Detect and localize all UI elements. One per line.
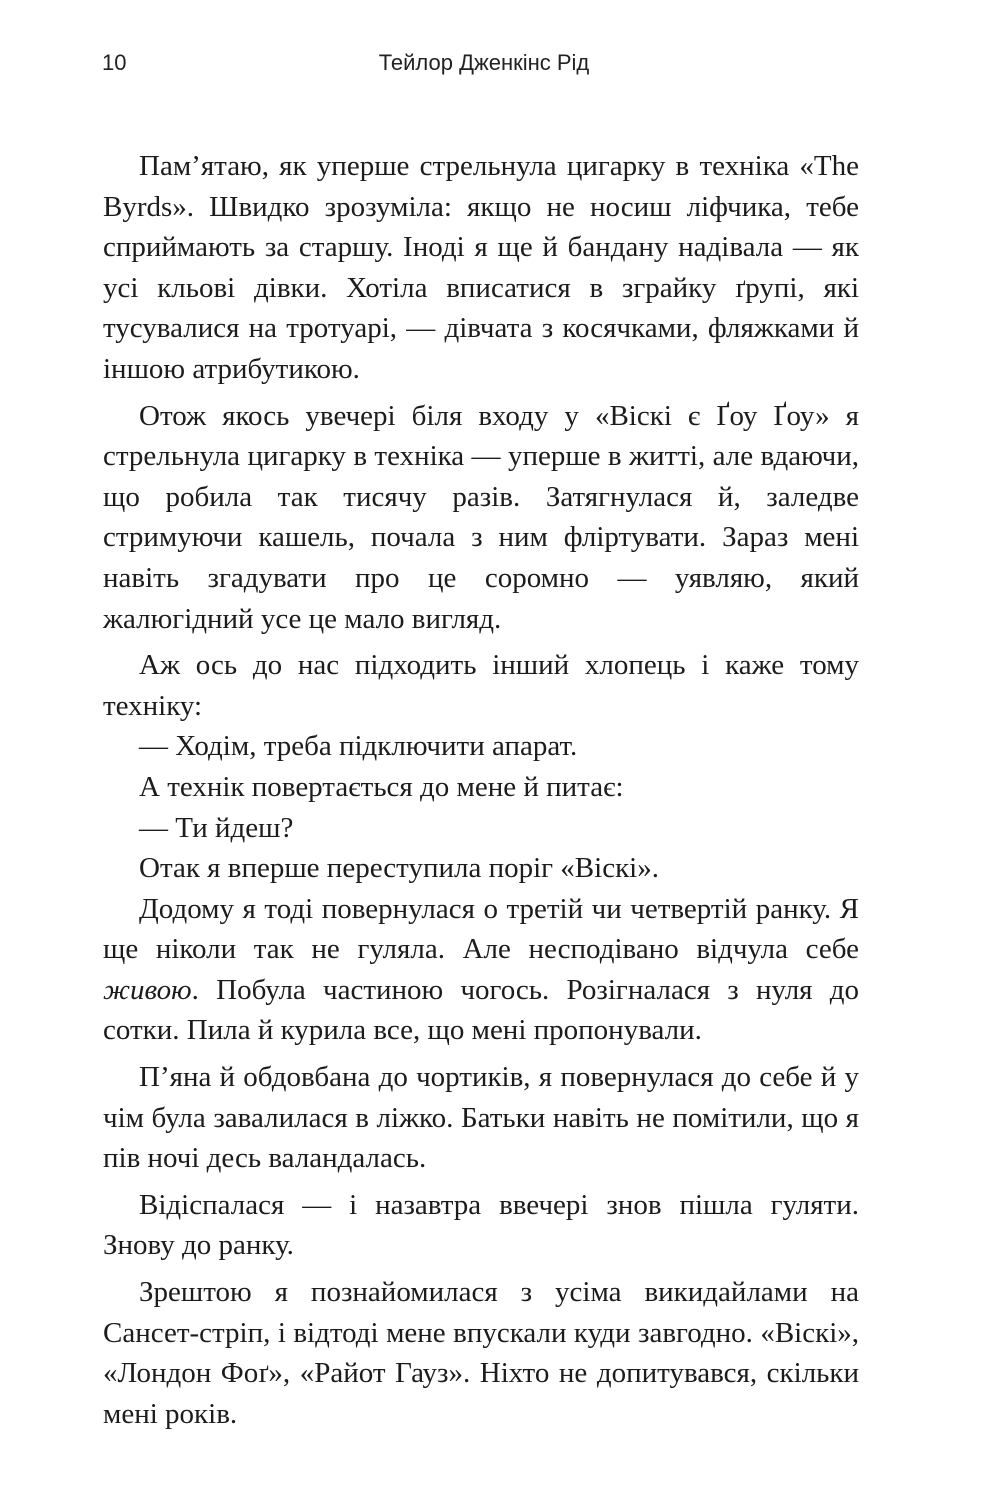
running-title: Тейлор Дженкінс Рід <box>378 50 590 75</box>
emphasis-text: живою <box>103 973 192 1006</box>
paragraph: А технік повертається до мене й питає: <box>139 770 624 803</box>
body-text <box>103 146 859 1434</box>
running-head <box>0 50 984 86</box>
paragraph: Отак я вперше переступила поріг «Віскі». <box>139 852 659 885</box>
paragraph-text: Додому я тоді повернулася о третій чи четвертій ранку. Я ще ніколи так не гуляла. Але несподівано відчула себе <box>103 892 859 966</box>
paragraph: Зрештою я познайомилася з усіма викидайлами на Сансет-стріп, і відтоді мене впускали куди завгодно. «Віскі», «Лондон Фоґ», «Райот Гауз». Ніхто не допитувався, скільки мені років. <box>103 1276 859 1430</box>
paragraph: Пам’ятаю, як уперше стрельнула цигарку в техніка «The Byrds». Швидко зрозуміла: якщо не носиш ліфчика, тебе сприймають за старшу. Іноді я ще й бандану надівала — як усі кльові дівки. Хотіла вписатися в зграйку ґрупі, які тусувалися на тротуарі, — дівчата з косячками, фляжками й іншою атрибутикою. <box>103 150 859 385</box>
dialogue-line: — Ти йдеш? <box>139 811 294 844</box>
paragraph-text: . Побула частиною чогось. Розігналася з нуля до сотки. Пила й курила все, що мені пропонували. <box>103 973 859 1047</box>
paragraph: П’яна й обдовбана до чортиків, я повернулася до себе й у чім була завалилася в ліжко. Батьки навіть не помітили, що я пів ночі десь валандалась. <box>103 1061 859 1175</box>
paragraph: Відіспалася — і назавтра ввечері знов пішла гуляти. Знову до ранку. <box>103 1188 859 1262</box>
dialogue-line: — Ходім, треба підключити апарат. <box>139 730 578 763</box>
page-number: 10 <box>102 50 127 75</box>
paragraph: Отож якось увечері біля входу у «Віскі є Ґоу Ґоу» я стрельнула цигарку в техніка — уперше в житті, але вдаючи, що робила так тисячу разів. Затягнулася й, заледве стримуючи кашель, почала з ним фліртувати. Зараз мені навіть згадувати про це соромно — уявляю, який жалюгідний усе це мало вигляд. <box>103 399 859 635</box>
paragraph: Аж ось до нас підходить інший хлопець і каже тому техніку: <box>103 649 859 722</box>
paragraph <box>103 889 859 1051</box>
